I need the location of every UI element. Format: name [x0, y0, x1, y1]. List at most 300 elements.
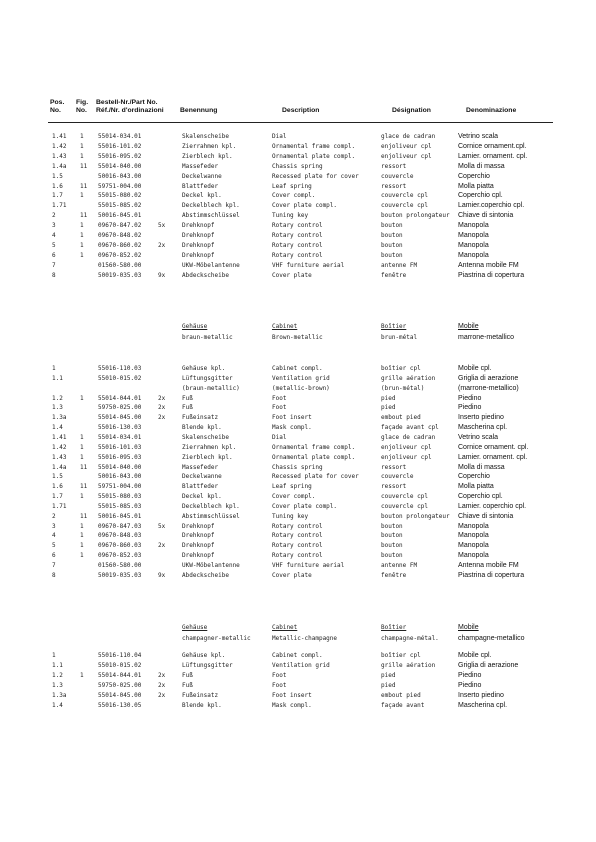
quantity-cell: 2x	[158, 404, 166, 412]
quantity-cell: 5x	[158, 522, 166, 530]
table-row	[0, 571, 596, 581]
table-row	[0, 394, 596, 404]
description-cell: Rotary control	[272, 552, 323, 560]
description-cell: Rotary control	[272, 532, 323, 540]
pos-cell: 1.42	[52, 443, 67, 451]
fig-cell: 11	[80, 212, 88, 220]
quantity-cell: 2x	[158, 241, 166, 249]
table-row	[0, 152, 596, 162]
pos-cell: 5	[52, 542, 56, 550]
designation-cell: pied	[381, 671, 396, 679]
description-cell: VHF furniture aerial	[272, 562, 345, 569]
fig-cell: 1	[80, 493, 84, 501]
description-cell: Ornamental plate compl.	[272, 152, 356, 160]
pos-cell: 3	[52, 522, 56, 530]
denominazione-cell: Chiave di sintonia	[458, 512, 514, 520]
denominazione-cell: Coperchio	[458, 172, 490, 180]
benennung-cell: Abdeckscheibe	[182, 571, 229, 579]
header-denominazione	[466, 107, 516, 115]
fig-cell: 1	[80, 142, 84, 150]
benennung-cell: Abstimmschlüssel	[182, 212, 240, 220]
designation-cell: pied	[381, 681, 396, 689]
part-number-cell: 55016-101.03	[98, 443, 142, 451]
designation-cell: embout pied	[381, 691, 421, 699]
pos-cell: 1.41	[52, 433, 67, 441]
section-finish-designation: champagne-métal.	[381, 635, 439, 642]
designation-cell: glace de cadran	[381, 433, 436, 441]
benennung-cell: Blende kpl.	[182, 701, 222, 709]
description-cell: Rotary control	[272, 232, 323, 239]
denominazione-cell: Manopola	[458, 522, 489, 530]
denominazione-cell: Molla piatta	[458, 182, 494, 190]
denominazione-cell: Griglia di aerazione	[458, 661, 519, 669]
benennung-cell: Skalenscheibe	[182, 433, 229, 441]
fig-cell: 11	[80, 182, 88, 190]
denominazione-cell: Manopola	[458, 232, 489, 239]
denominazione-cell: Lamier. ornament. cpl.	[458, 453, 528, 461]
description-cell: Foot	[272, 394, 287, 402]
denominazione-cell: Mobile cpl.	[458, 652, 492, 659]
designation-cell: grille aération	[381, 374, 436, 382]
table-row	[0, 661, 596, 671]
part-number-cell: 50019-035.03	[98, 571, 142, 579]
part-number-cell: 50016-045.01	[98, 212, 142, 220]
quantity-cell: 9x	[158, 271, 166, 279]
part-number-cell: 59750-025.00	[98, 681, 142, 689]
description-cell: Mask compl.	[272, 701, 312, 709]
table-row	[0, 482, 596, 492]
designation-cell: fenêtre	[381, 271, 407, 279]
part-number-cell: 59751-004.00	[98, 483, 142, 491]
designation-cell: façade avant cpl	[381, 424, 439, 432]
part-number-cell: 55014-044.01	[98, 671, 142, 679]
section-finish-description: Brown-metallic	[272, 334, 323, 341]
description-cell: Tuning key	[272, 212, 309, 220]
fig-cell: 1	[80, 671, 84, 679]
denominazione-cell: Manopola	[458, 222, 489, 230]
benennung-cell: Deckelwanne	[182, 172, 222, 180]
designation-cell: ressort	[381, 483, 407, 491]
description-cell: Foot	[272, 404, 287, 412]
denominazione-cell: Piedino	[458, 681, 482, 689]
benennung-cell: Fuß	[182, 681, 193, 689]
designation-cell: ressort	[381, 463, 407, 471]
quantity-cell: 5x	[158, 222, 166, 230]
denominazione-cell: Lamier. ornament. cpl.	[458, 152, 528, 160]
header-description	[282, 107, 319, 115]
benennung-cell: Drehknopf	[182, 251, 215, 259]
table-row	[0, 443, 596, 453]
pos-cell: 1.42	[52, 142, 67, 150]
description-cell: Chassis spring	[272, 463, 323, 471]
part-number-cell: 55010-015.02	[98, 374, 142, 382]
table-row	[0, 403, 596, 413]
denominazione-cell: Piedino	[458, 404, 482, 412]
fig-cell: 1	[80, 192, 84, 200]
section-finish-denominazione: champagne-metallico	[458, 635, 525, 642]
part-number-cell: 09670-848.03	[98, 532, 142, 540]
fig-cell: 1	[80, 443, 84, 451]
table-row	[0, 701, 596, 711]
quantity-cell: 2x	[158, 671, 166, 679]
benennung-cell: Gehäuse kpl.	[182, 652, 226, 659]
designation-cell: bouton	[381, 232, 403, 239]
part-number-cell: 55014-040.00	[98, 162, 142, 170]
designation-cell: couvercle	[381, 172, 414, 180]
pos-cell: 8	[52, 271, 56, 279]
section-finish-designation: brun-métal	[381, 334, 418, 341]
designation-cell: couvercle cpl	[381, 192, 428, 200]
section-finish-denominazione: marrone-metallico	[458, 334, 515, 341]
pos-cell: 1.3a	[52, 691, 67, 699]
designation-cell: boîtier cpl	[381, 365, 421, 372]
part-number-cell: 50016-043.00	[98, 172, 142, 180]
denominazione-cell: Lamier. coperchio cpl.	[458, 502, 527, 510]
benennung-cell: Lüftungsgitter	[182, 661, 233, 669]
part-number-cell: 55016-095.02	[98, 152, 142, 160]
designation-cell: antenne FM	[381, 562, 418, 569]
denominazione-cell: Manopola	[458, 532, 489, 540]
header-fig	[76, 99, 88, 115]
pos-cell: 8	[52, 571, 56, 579]
denominazione-cell: Mascherina cpl.	[458, 701, 508, 709]
fig-cell: 11	[80, 512, 88, 520]
benennung-cell: UKW-Möbelantenne	[182, 261, 240, 269]
table-row	[0, 182, 596, 192]
description-cell: (metallic-brown)	[272, 384, 330, 392]
denominazione-cell: Molla di massa	[458, 463, 505, 471]
designation-cell: antenne FM	[381, 261, 418, 269]
benennung-cell: Lüftungsgitter	[182, 374, 233, 382]
benennung-cell: Fußeinsatz	[182, 691, 219, 699]
designation-cell: enjoliveur cpl	[381, 443, 432, 451]
pos-cell: 1.1	[52, 661, 63, 669]
benennung-cell: (braun-metallic)	[182, 384, 240, 392]
denominazione-cell: Piastrina di copertura	[458, 571, 525, 579]
table-row	[0, 384, 596, 394]
header-pos-line2: No.	[50, 107, 61, 114]
table-row	[0, 681, 596, 691]
benennung-cell: Zierblech kpl.	[182, 152, 233, 160]
quantity-cell: 9x	[158, 571, 166, 579]
fig-cell: 1	[80, 251, 84, 259]
quantity-cell: 2x	[158, 414, 166, 422]
description-cell: Recessed plate for cover	[272, 473, 359, 481]
denominazione-cell: Coperchio cpl.	[458, 192, 503, 200]
section-title-designation: Boîtier	[381, 624, 407, 631]
header-denominazione-label: Denominazione	[466, 107, 517, 114]
pos-cell: 1.5	[52, 473, 63, 481]
denominazione-cell: Mobile cpl.	[458, 365, 492, 372]
part-number-cell: 55014-045.00	[98, 691, 142, 699]
table-row	[0, 453, 596, 463]
pos-cell: 1.71	[52, 502, 67, 510]
part-number-cell: 09670-847.02	[98, 222, 142, 230]
designation-cell: pied	[381, 404, 396, 412]
description-cell: Cover plate	[272, 271, 312, 279]
pos-cell: 1.3a	[52, 414, 67, 422]
denominazione-cell: Manopola	[458, 552, 489, 560]
pos-cell: 1.6	[52, 182, 63, 190]
denominazione-cell: Piastrina di copertura	[458, 271, 525, 279]
benennung-cell: Drehknopf	[182, 232, 215, 239]
part-number-cell: 09670-847.03	[98, 522, 142, 530]
designation-cell: (brun-métal)	[381, 384, 425, 392]
table-row	[0, 671, 596, 681]
benennung-cell: Blattfeder	[182, 182, 219, 190]
fig-cell: 1	[80, 133, 84, 140]
header-fig-line1: Fig.	[76, 99, 89, 106]
designation-cell: grille aération	[381, 661, 436, 669]
section-title-benennung: Gehäuse	[182, 323, 208, 330]
designation-cell: enjoliveur cpl	[381, 453, 432, 461]
fig-cell: 1	[80, 552, 84, 560]
benennung-cell: Deckelblech kpl.	[182, 202, 240, 210]
pos-cell: 4	[52, 232, 56, 239]
table-row	[0, 531, 596, 541]
description-cell: Foot insert	[272, 414, 312, 422]
header-pos-line1: Pos.	[50, 99, 65, 106]
part-number-cell: 55016-130.05	[98, 701, 142, 709]
description-cell: Foot insert	[272, 691, 312, 699]
description-cell: Dial	[272, 433, 287, 441]
description-cell: Rotary control	[272, 241, 323, 249]
fig-cell: 1	[80, 433, 84, 441]
fig-cell: 1	[80, 394, 84, 402]
part-number-cell: 55015-085.02	[98, 202, 142, 210]
section-finish-description: Metallic-champagne	[272, 635, 338, 642]
pos-cell: 1.3	[52, 681, 63, 689]
part-number-cell: 55014-034.01	[98, 433, 142, 441]
table-row	[0, 433, 596, 443]
part-number-cell: 55014-045.00	[98, 414, 142, 422]
section-brown-metallic	[0, 323, 596, 347]
section-finish-benennung: champagner-metallic	[182, 635, 251, 642]
pos-cell: 1.71	[52, 202, 67, 210]
pos-cell: 1.43	[52, 152, 67, 160]
denominazione-cell: Manopola	[458, 241, 489, 249]
part-number-cell: 50019-035.03	[98, 271, 142, 279]
section-title-benennung: Gehäuse	[182, 624, 208, 631]
fig-cell: 1	[80, 453, 84, 461]
part-number-cell: 59750-025.00	[98, 404, 142, 412]
table-row	[0, 522, 596, 532]
pos-cell: 1.6	[52, 483, 63, 491]
designation-cell: couvercle	[381, 473, 414, 481]
section-title-denominazione: Mobile	[458, 624, 479, 631]
designation-cell: bouton prolongateur	[381, 212, 450, 220]
benennung-cell: Deckel kpl.	[182, 493, 222, 501]
description-cell: Rotary control	[272, 522, 323, 530]
table-row	[0, 423, 596, 433]
description-cell: Dial	[272, 133, 287, 140]
description-cell: Foot	[272, 681, 287, 689]
denominazione-cell: Lamier.coperchio cpl.	[458, 202, 525, 210]
part-number-cell: 55015-085.03	[98, 502, 142, 510]
section-title-description: Cabinet	[272, 323, 298, 330]
part-number-cell: 50016-043.00	[98, 473, 142, 481]
benennung-cell: Blattfeder	[182, 483, 219, 491]
table-row	[0, 221, 596, 231]
pos-cell: 7	[52, 562, 56, 569]
description-cell: Rotary control	[272, 542, 323, 550]
header-benennung-label: Benennung	[180, 107, 218, 114]
part-number-cell: 01560-580.00	[98, 261, 142, 269]
table-row	[0, 211, 596, 221]
header-designation	[392, 107, 431, 115]
description-cell: Leaf spring	[272, 483, 312, 491]
fig-cell: 1	[80, 232, 84, 239]
denominazione-cell: Coperchio	[458, 473, 490, 481]
denominazione-cell: Antenna mobile FM	[458, 261, 519, 269]
description-cell: VHF furniture aerial	[272, 261, 345, 269]
denominazione-cell: Coperchio cpl.	[458, 493, 503, 501]
designation-cell: bouton	[381, 532, 403, 540]
designation-cell: couvercle cpl	[381, 493, 428, 501]
benennung-cell: Skalenscheibe	[182, 133, 229, 140]
pos-cell: 1	[52, 652, 56, 659]
part-number-cell: 55016-110.03	[98, 365, 142, 372]
description-cell: Cover plate	[272, 571, 312, 579]
header-description-label: Description	[282, 107, 320, 114]
table-row	[0, 162, 596, 172]
benennung-cell: Gehäuse kpl.	[182, 365, 226, 372]
description-cell: Ornamental plate compl.	[272, 453, 356, 461]
table-row	[0, 231, 596, 241]
header-pos	[50, 99, 64, 115]
benennung-cell: Blende kpl.	[182, 424, 222, 432]
description-cell: Cover plate compl.	[272, 502, 338, 510]
description-cell: Ventilation grid	[272, 661, 330, 669]
part-number-cell: 09670-848.02	[98, 232, 142, 239]
part-number-cell: 55014-034.01	[98, 133, 142, 140]
designation-cell: couvercle cpl	[381, 202, 428, 210]
designation-cell: boîtier cpl	[381, 652, 421, 659]
table-row	[0, 691, 596, 701]
section-finish-benennung: braun-metallic	[182, 334, 233, 341]
benennung-cell: Drehknopf	[182, 552, 215, 560]
pos-cell: 1.7	[52, 493, 63, 501]
description-cell: Tuning key	[272, 512, 309, 520]
fig-cell: 1	[80, 152, 84, 160]
designation-cell: bouton	[381, 552, 403, 560]
quantity-cell: 2x	[158, 394, 166, 402]
denominazione-cell: Antenna mobile FM	[458, 562, 519, 569]
designation-cell: bouton prolongateur	[381, 512, 450, 520]
table-row	[0, 374, 596, 384]
part-number-cell: 55016-110.04	[98, 652, 142, 659]
benennung-cell: Zierrahmen kpl.	[182, 142, 237, 150]
pos-cell: 6	[52, 251, 56, 259]
header-divider	[48, 122, 553, 123]
part-number-cell: 09670-860.02	[98, 241, 142, 249]
benennung-cell: Drehknopf	[182, 241, 215, 249]
designation-cell: bouton	[381, 522, 403, 530]
designation-cell: glace de cadran	[381, 133, 436, 140]
denominazione-cell: Inserto piedino	[458, 691, 504, 699]
quantity-cell: 2x	[158, 691, 166, 699]
description-cell: Ventilation grid	[272, 374, 330, 382]
pos-cell: 1.4a	[52, 463, 67, 471]
part-number-cell: 55010-015.02	[98, 661, 142, 669]
designation-cell: façade avant	[381, 701, 425, 709]
table-row	[0, 561, 596, 571]
benennung-cell: Fußeinsatz	[182, 414, 219, 422]
section-champagne-metallic	[0, 624, 596, 648]
table-row	[0, 142, 596, 152]
denominazione-cell: Manopola	[458, 542, 489, 550]
benennung-cell: Massefeder	[182, 162, 219, 170]
header-benennung	[180, 107, 217, 115]
designation-cell: enjoliveur cpl	[381, 152, 432, 160]
description-cell: Cover compl.	[272, 493, 316, 501]
fig-cell: 11	[80, 162, 88, 170]
fig-cell: 1	[80, 222, 84, 230]
table-row	[0, 271, 596, 281]
description-cell: Ornamental frame compl.	[272, 142, 356, 150]
benennung-cell: Abstimmschlüssel	[182, 512, 240, 520]
pos-cell: 1.2	[52, 394, 63, 402]
designation-cell: couvercle cpl	[381, 502, 428, 510]
table-row	[0, 512, 596, 522]
fig-cell: 11	[80, 483, 88, 491]
quantity-cell: 2x	[158, 681, 166, 689]
benennung-cell: Drehknopf	[182, 522, 215, 530]
benennung-cell: Fuß	[182, 404, 193, 412]
description-cell: Cabinet compl.	[272, 365, 323, 372]
pos-cell: 1.2	[52, 671, 63, 679]
benennung-cell: Zierblech kpl.	[182, 453, 233, 461]
pos-cell: 7	[52, 261, 56, 269]
fig-cell: 1	[80, 532, 84, 540]
denominazione-cell: Cornice ornament.cpl.	[458, 142, 527, 150]
fig-cell: 1	[80, 522, 84, 530]
denominazione-cell: Piedino	[458, 394, 482, 402]
description-cell: Cover plate compl.	[272, 202, 338, 210]
benennung-cell: Drehknopf	[182, 532, 215, 540]
part-number-cell: 55015-080.02	[98, 192, 142, 200]
benennung-cell: Deckelblech kpl.	[182, 502, 240, 510]
benennung-cell: Drehknopf	[182, 542, 215, 550]
part-number-cell: 55014-044.01	[98, 394, 142, 402]
designation-cell: fenêtre	[381, 571, 407, 579]
table-row	[0, 492, 596, 502]
part-number-cell: 59751-004.00	[98, 182, 142, 190]
table-row	[0, 172, 596, 182]
description-cell: Cabinet compl.	[272, 652, 323, 659]
benennung-cell: Zierrahmen kpl.	[182, 443, 237, 451]
benennung-cell: Fuß	[182, 671, 193, 679]
benennung-cell: Drehknopf	[182, 222, 215, 230]
designation-cell: bouton	[381, 222, 403, 230]
table-row	[0, 541, 596, 551]
description-cell: Cover compl.	[272, 192, 316, 200]
table-row	[0, 472, 596, 482]
table-row	[0, 551, 596, 561]
benennung-cell: Massefeder	[182, 463, 219, 471]
part-number-cell: 09670-852.03	[98, 552, 142, 560]
denominazione-cell: Molla di massa	[458, 162, 505, 170]
description-cell: Mask compl.	[272, 424, 312, 432]
benennung-cell: Abdeckscheibe	[182, 271, 229, 279]
description-cell: Recessed plate for cover	[272, 172, 359, 180]
table-row	[0, 191, 596, 201]
description-cell: Leaf spring	[272, 182, 312, 190]
denominazione-cell: Chiave di sintonia	[458, 212, 514, 220]
designation-cell: ressort	[381, 162, 407, 170]
quantity-cell: 2x	[158, 542, 166, 550]
designation-cell: bouton	[381, 542, 403, 550]
